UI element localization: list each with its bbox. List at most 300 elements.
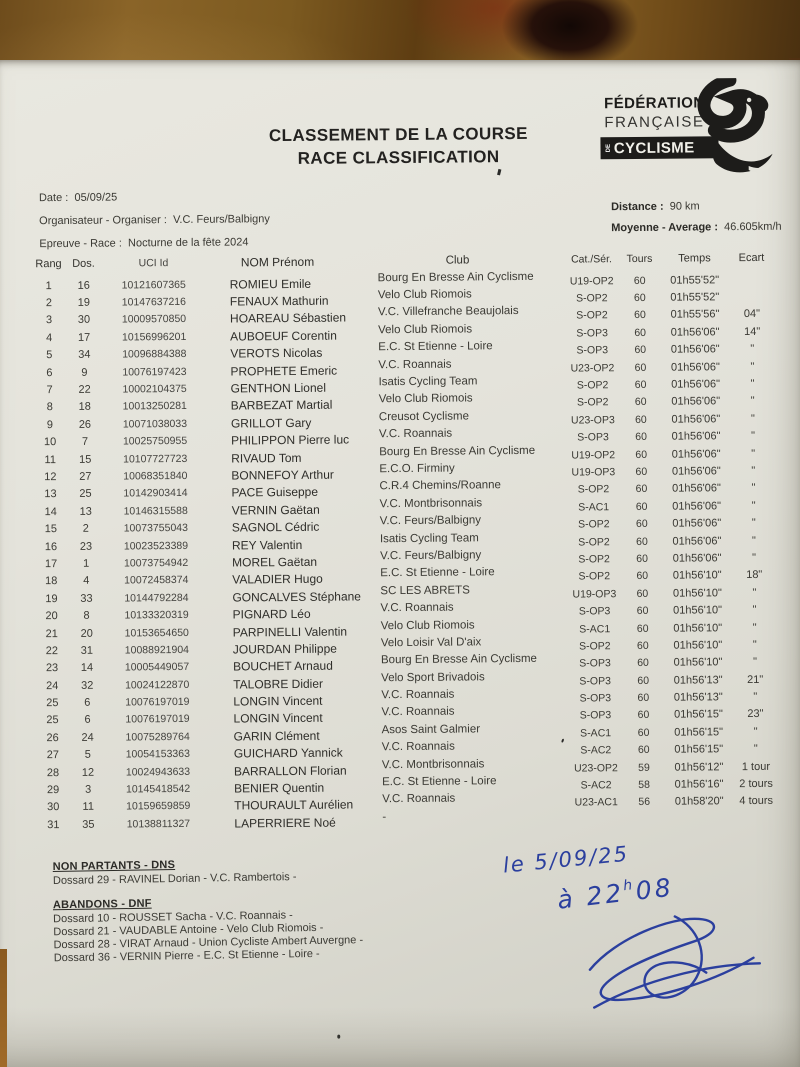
- date-value: 05/09/25: [74, 191, 118, 204]
- cell-rank: 30: [47, 801, 60, 814]
- cell-dossard: 23: [79, 540, 93, 553]
- cell-dossard: 25: [79, 488, 92, 501]
- header-ecart: Ecart: [738, 251, 765, 265]
- dns-entries: [53, 871, 297, 888]
- cell-cat: U19-OP2: [571, 448, 616, 462]
- cell-club: Velo Club Riomois: [378, 323, 473, 337]
- average-value: 46.605km/h: [724, 220, 782, 234]
- cell-tours: 60: [634, 344, 647, 357]
- cell-temps: 01h56'15": [673, 708, 723, 722]
- cell-name: TALOBRE Didier: [233, 676, 324, 692]
- cell-club: E.C. St Etienne - Loire: [381, 775, 497, 789]
- cell-temps: 01h56'16": [674, 778, 724, 791]
- cell-dossard: 24: [81, 731, 94, 744]
- cell-rank: 28: [46, 766, 60, 779]
- cell-uci: 10054153363: [125, 748, 190, 761]
- header-temps: Temps: [678, 252, 711, 265]
- cell-club: SC LES ABRETS: [380, 584, 470, 597]
- cell-name: PIGNARD Léo: [232, 606, 311, 622]
- cell-cat: U23-OP3: [570, 413, 615, 427]
- cell-temps: 01h56'06": [672, 482, 721, 496]
- cell-rank: 16: [44, 540, 58, 553]
- cell-club: V.C. Roannais: [380, 601, 454, 615]
- cell-rank: 7: [46, 384, 53, 397]
- cell-ecart: ": [751, 464, 756, 477]
- cell-dossard: 6: [84, 696, 91, 709]
- cell-temps: 01h56'15": [674, 743, 724, 756]
- cell-tours: 60: [634, 361, 647, 374]
- cell-cat: S-AC1: [580, 727, 612, 740]
- cell-rank: 25: [46, 697, 59, 710]
- cell-club: Isatis Cycling Team: [379, 531, 479, 545]
- cell-ecart: ": [750, 377, 755, 391]
- cell-ecart: ": [750, 360, 755, 373]
- cell-rank: 2: [45, 297, 52, 310]
- cell-cat: S-AC2: [580, 779, 612, 792]
- cell-temps: 01h56'06": [670, 343, 720, 356]
- cell-dossard: 8: [83, 609, 90, 622]
- cell-name: SAGNOL Cédric: [231, 519, 320, 535]
- cell-uci: 10107727723: [123, 452, 188, 466]
- cell-temps: 01h56'06": [671, 413, 721, 426]
- cell-ecart: ": [751, 447, 756, 460]
- cell-tours: 59: [638, 761, 650, 774]
- cell-rank: 10: [43, 436, 57, 449]
- header-uci: UCI Id: [138, 257, 169, 270]
- cell-name: GENTHON Lionel: [230, 380, 327, 396]
- cell-cat: S-OP3: [576, 344, 609, 357]
- wood-edge-bottom-left: [0, 949, 7, 1067]
- cell-name: HOAREAU Sébastien: [229, 310, 347, 326]
- signature-scrawl-icon: [575, 907, 771, 1018]
- cell-cat: U19-OP3: [572, 587, 617, 601]
- cell-cat: S-OP3: [576, 327, 608, 340]
- cell-tours: 60: [635, 500, 648, 513]
- cell-club: Bourg En Bresse Ain Cyclisme: [380, 653, 537, 667]
- cell-uci: 10076197019: [125, 713, 190, 726]
- cell-cat: S-AC1: [578, 500, 610, 514]
- cell-dossard: 20: [80, 627, 93, 640]
- cell-temps: 01h56'06": [672, 517, 722, 530]
- cell-temps: 01h56'10": [673, 604, 723, 617]
- cell-cat: S-OP3: [577, 431, 609, 444]
- cell-temps: 01h56'06": [671, 378, 721, 391]
- cell-rank: 9: [46, 418, 54, 431]
- handwritten-time-suffix: 08: [634, 872, 676, 906]
- cell-uci: 10138811327: [126, 817, 191, 831]
- cell-temps: 01h56'12": [674, 760, 724, 774]
- cell-tours: 60: [636, 622, 649, 635]
- cell-tours: 60: [637, 726, 650, 739]
- cell-temps: 01h56'10": [672, 569, 722, 582]
- cell-cat: S-OP2: [577, 518, 610, 531]
- cell-uci: 10096884388: [122, 348, 187, 361]
- rider-note-line: Dossard 10 - ROUSSET Sacha - V.C. Roannais -: [53, 909, 293, 926]
- cell-dossard: 14: [80, 662, 94, 675]
- cell-club: -: [382, 810, 387, 824]
- cell-rank: 19: [45, 592, 58, 605]
- cell-temps: 01h56'10": [672, 586, 722, 600]
- cell-cat: S-OP2: [576, 396, 609, 409]
- cell-uci: 10142903414: [123, 487, 188, 500]
- cell-dossard: 33: [80, 592, 93, 605]
- distance-value: 90 km: [669, 200, 700, 213]
- cell-ecart: 18": [746, 569, 763, 582]
- cell-uci: 10071038033: [122, 417, 188, 431]
- cell-tours: 60: [634, 396, 647, 409]
- cell-cat: S-OP2: [577, 483, 610, 496]
- cell-name: BOUCHET Arnaud: [232, 658, 333, 674]
- dnf-section: [53, 894, 364, 965]
- cell-uci: 10088921904: [124, 643, 190, 657]
- cell-club: Isatis Cycling Team: [378, 375, 478, 389]
- cell-name: BENIER Quentin: [234, 780, 325, 796]
- cell-club: E.C. St Etienne - Loire: [378, 340, 493, 354]
- cell-name: PROPHETE Emeric: [230, 363, 338, 379]
- cell-name: JOURDAN Philippe: [232, 641, 337, 657]
- cell-uci: 10073755043: [123, 522, 188, 535]
- cell-rank: 26: [46, 731, 59, 744]
- cell-tours: [624, 811, 664, 829]
- printed-content: [0, 54, 800, 1067]
- organizer-value: V.C. Feurs/Balbigny: [172, 213, 270, 227]
- cell-temps: 01h55'52": [670, 273, 720, 287]
- cell-cat: S-OP3: [579, 657, 611, 670]
- cell-dossard: 3: [84, 783, 92, 796]
- cell-temps: 01h56'06": [672, 552, 722, 565]
- cell-cat: S-OP2: [578, 553, 610, 566]
- cell-uci: 10068351840: [123, 469, 188, 483]
- cell-uci: 10147637216: [121, 295, 187, 309]
- logo-text-de: DE: [605, 144, 612, 153]
- dnf-title: ABANDONS - DNF: [52, 897, 152, 912]
- results-table-wrap: [33, 251, 778, 834]
- cell-ecart: 23": [747, 708, 764, 721]
- cell-dossard: 6: [84, 714, 91, 727]
- cell-name: LONGIN Vincent: [233, 711, 323, 726]
- results-body: [34, 271, 779, 834]
- swan-swoosh-icon: [686, 78, 775, 183]
- cell-cat: [568, 811, 624, 829]
- cell-uci: 10076197423: [122, 365, 187, 379]
- cell-temps: 01h55'52": [670, 291, 720, 304]
- race-value: Nocturne de la fête 2024: [127, 236, 249, 250]
- cell-rank: 18: [45, 575, 58, 588]
- cell-club: E.C. St Etienne - Loire: [380, 566, 495, 580]
- cell-rank: 3: [45, 314, 53, 327]
- cell-temps: 01h56'13": [673, 673, 723, 687]
- cell-club: Velo Club Riomois: [380, 618, 475, 632]
- cell-temps: 01h56'13": [673, 691, 723, 704]
- cell-rank: 23: [45, 662, 59, 675]
- rider-note-line: Dossard 29 - RAVINEL Dorian - V.C. Rambertois -: [52, 871, 297, 888]
- cell-temps: 01h56'06": [670, 326, 720, 339]
- cell-tours: 60: [635, 465, 648, 478]
- cell-uci: 10072458374: [124, 574, 189, 587]
- cell-uci: 10073754942: [123, 556, 189, 570]
- cell-uci: 10145418542: [125, 782, 191, 796]
- cell-rank: 8: [46, 401, 53, 414]
- cell-ecart: ": [753, 725, 758, 738]
- logo-text-federation: FÉDÉRATION: [604, 94, 705, 113]
- cell-dossard: 13: [79, 505, 92, 518]
- cell-ecart: [730, 271, 774, 289]
- dns-title: NON PARTANTS - DNS: [52, 859, 176, 874]
- cell-club: Creusot Cyclisme: [378, 410, 470, 424]
- cell-name: VEROTS Nicolas: [230, 345, 323, 361]
- title-line-en: RACE CLASSIFICATION: [297, 147, 500, 168]
- cell-uci: 10156996201: [121, 330, 187, 344]
- cell-rank: 11: [44, 453, 56, 466]
- cell-dossard: 26: [78, 418, 92, 431]
- cell-rank: 22: [45, 644, 59, 658]
- cell-rank: 29: [46, 784, 60, 797]
- distance-label: Distance :: [610, 200, 664, 214]
- cell-dossard: 1: [83, 557, 90, 570]
- cell-cat: U23-OP2: [570, 361, 615, 375]
- cell-dossard: 30: [77, 314, 91, 327]
- cell-ecart: 2 tours: [739, 777, 773, 791]
- cell-club: Velo Club Riomois: [377, 288, 472, 302]
- date-row: [39, 191, 117, 204]
- cell-name: BARBEZAT Martial: [230, 398, 333, 413]
- cell-uci: 10133320319: [124, 608, 189, 622]
- cell-temps: 01h58'20": [674, 795, 724, 809]
- cell-rank: 20: [45, 610, 58, 623]
- cell-tours: 60: [636, 552, 649, 565]
- paper-sheet: [0, 60, 800, 1067]
- cell-name: REY Valentin: [231, 537, 303, 553]
- cell-rank: 13: [44, 488, 57, 501]
- results-table: [33, 251, 778, 834]
- cell-name: PHILIPPON Pierre luc: [230, 432, 350, 448]
- cell-tours: 60: [636, 535, 648, 548]
- cell-dossard: 19: [77, 296, 91, 309]
- cell-ecart: ": [751, 499, 756, 512]
- cell-name: GARIN Clément: [233, 728, 320, 744]
- cell-club: E.C.O. Firminy: [379, 462, 455, 476]
- cell-uci: 10013250281: [122, 400, 187, 413]
- cell-cat: S-OP2: [579, 640, 611, 653]
- cell-name: PARPINELLI Valentin: [232, 624, 348, 640]
- cell-tours: 60: [633, 291, 646, 305]
- cell-name: BARRALLON Florian: [233, 763, 347, 779]
- cell-uci: 10002104375: [122, 382, 187, 396]
- cell-rank: 14: [44, 505, 57, 518]
- cell-ecart: ": [750, 395, 755, 408]
- cell-tours: 58: [638, 778, 650, 791]
- cell-tours: 60: [636, 587, 649, 600]
- cell-cat: S-OP3: [579, 692, 612, 705]
- cell-ecart: 14": [743, 325, 761, 338]
- cell-name: ROMIEU Emile: [229, 276, 312, 292]
- cell-name: GONCALVES Stéphane: [232, 589, 361, 605]
- cell-uci: 10144792284: [124, 591, 189, 605]
- date-label: Date :: [38, 191, 69, 205]
- cell-uci: 10024943633: [125, 765, 191, 779]
- cell-club: V.C. Roannais: [381, 688, 455, 702]
- header-dos: Dos.: [72, 257, 95, 270]
- cell-tours: 60: [633, 274, 646, 287]
- cell-dossard: 9: [81, 366, 88, 379]
- cell-club: V.C. Montbrisonnais: [379, 497, 483, 510]
- cell-temps: 01h56'15": [674, 726, 724, 739]
- cell-tours: 60: [636, 570, 649, 583]
- cell-uci: 10121607365: [121, 278, 186, 292]
- cell-name: BONNEFOY Arthur: [231, 467, 334, 483]
- cell-tours: 60: [637, 674, 650, 687]
- cell-club: V.C. Montbrisonnais: [381, 757, 485, 771]
- cell-ecart: ": [752, 604, 757, 617]
- cell-ecart: 04": [743, 308, 761, 321]
- header-club: Club: [445, 254, 470, 267]
- cell-dossard: 27: [79, 470, 92, 483]
- cell-cat: S-OP2: [578, 535, 610, 549]
- cell-name: GRILLOT Gary: [230, 415, 312, 431]
- distance-row: [611, 200, 700, 213]
- cell-rank: 12: [44, 471, 57, 484]
- cell-dossard: 34: [78, 348, 91, 362]
- cell-club: V.C. Roannais: [381, 706, 455, 719]
- handwritten-time-prefix: à 22: [555, 878, 626, 915]
- cell-club: Velo Loisir Val D'aix: [380, 636, 482, 650]
- cell-name: VALADIER Hugo: [232, 572, 323, 587]
- cell-ecart: ": [753, 743, 758, 756]
- cell-temps: 01h56'06": [671, 447, 721, 461]
- dnf-entries: [53, 908, 363, 965]
- federation-logo: [604, 92, 775, 185]
- cell-dossard: 17: [77, 331, 91, 344]
- cell-dossard: 35: [82, 818, 95, 831]
- cell-cat: S-AC1: [579, 622, 611, 635]
- cell-dossard: 11: [82, 801, 95, 814]
- cell-name: RIVAUD Tom: [231, 450, 302, 466]
- header-cat: Cat./Sér.: [571, 253, 612, 266]
- cell-ecart: ": [752, 551, 757, 564]
- cell-cat: U19-OP3: [571, 466, 616, 479]
- race-label: Epreuve - Race :: [39, 237, 122, 251]
- cell-ecart: [734, 810, 778, 828]
- cell-temps: 01h56'10": [673, 656, 723, 669]
- cell-temps: 01h56'10": [673, 639, 723, 652]
- cell-ecart: ": [750, 343, 755, 356]
- cell-name: MOREL Gaëtan: [232, 554, 318, 570]
- cell-tours: 60: [636, 639, 649, 652]
- cell-cat: S-OP2: [578, 570, 611, 583]
- cell-dossard: 22: [78, 383, 91, 396]
- handwritten-date: le 5/09/25: [501, 841, 630, 878]
- cell-tours: 60: [637, 657, 649, 670]
- cell-cat: S-OP3: [579, 709, 612, 722]
- cell-dossard: 12: [81, 766, 95, 779]
- cell-tours: 60: [637, 709, 650, 722]
- cell-cat: S-AC2: [580, 744, 612, 757]
- cell-ecart: ": [753, 656, 758, 669]
- cell-uci: 10024122870: [125, 678, 190, 692]
- header-tours: Tours: [626, 252, 653, 266]
- page-title: [178, 121, 618, 171]
- rider-note-line: Dossard 36 - VERNIN Pierre - E.C. St Etienne - Loire -: [53, 947, 320, 965]
- organizer-label: Organisateur - Organiser :: [39, 214, 167, 228]
- cell-club: V.C. Roannais: [381, 740, 455, 754]
- cell-uci: 10153654650: [124, 626, 189, 639]
- cell-dossard: 32: [81, 679, 94, 692]
- cell-club: Bourg En Bresse Ain Cyclisme: [379, 444, 536, 458]
- cell-cat: U23-OP2: [573, 761, 618, 775]
- dns-section: [53, 857, 297, 888]
- cell-name: THOURAULT Aurélien: [234, 797, 354, 813]
- cell-tours: 60: [634, 378, 647, 392]
- race-row: [39, 236, 248, 250]
- cell-temps: 01h56'06": [672, 534, 722, 548]
- cell-dossard: 15: [79, 453, 92, 466]
- cell-name: AUBOEUF Corentin: [230, 328, 337, 344]
- cell-rank: 27: [46, 749, 59, 762]
- cell-rank: 15: [44, 523, 58, 536]
- average-label: Moyenne - Average :: [611, 221, 719, 235]
- cell-rank: 21: [45, 627, 58, 640]
- cell-tours: 60: [635, 431, 647, 444]
- cell-club: V.C. Villefranche Beaujolais: [377, 305, 519, 319]
- cell-name: VERNIN Gaëtan: [231, 502, 320, 518]
- cell-uci: 10023523389: [123, 539, 189, 552]
- cell-dossard: 31: [80, 644, 94, 657]
- cell-cat: U23-AC1: [574, 796, 618, 809]
- cell-tours: 60: [637, 744, 650, 757]
- logo-text-francaise: FRANÇAISE: [604, 113, 705, 132]
- cell-name: LONGIN Vincent: [233, 693, 323, 709]
- cell-dossard: 7: [81, 435, 89, 449]
- cell-rank: 17: [44, 557, 58, 571]
- rider-note-line: Dossard 21 - VAUDABLE Antoine - Velo Club Riomois -: [53, 921, 324, 939]
- header-rang: Rang: [35, 257, 62, 271]
- cell-tours: 60: [636, 604, 649, 618]
- cell-tours: 60: [637, 691, 650, 705]
- cell-club: Velo Sport Brivadois: [381, 670, 485, 684]
- cell-ecart: ": [752, 621, 757, 634]
- cell-club: V.C. Roannais: [378, 358, 452, 371]
- cell-cat: S-OP3: [578, 605, 611, 618]
- cell-rank: 25: [46, 714, 59, 727]
- cell-ecart: ": [751, 517, 756, 530]
- cell-name: FENAUX Mathurin: [229, 293, 329, 309]
- cell-ecart: ": [751, 482, 756, 495]
- cell-uci: 10076197019: [125, 695, 190, 709]
- cell-tours: 60: [635, 483, 648, 496]
- cell-ecart: ": [750, 412, 755, 425]
- cell-club: Velo Club Riomois: [378, 392, 473, 406]
- handwritten-time-sup: h: [622, 876, 636, 894]
- cell-temps: 01h56'06": [670, 360, 720, 374]
- cell-rank: 4: [46, 331, 53, 344]
- average-row: [611, 221, 781, 234]
- cell-ecart: ": [751, 534, 756, 547]
- cell-club: Bourg En Bresse Ain Cyclisme: [377, 270, 534, 284]
- cell-tours: 60: [634, 326, 647, 339]
- cell-cat: U19-OP2: [569, 274, 614, 288]
- cell-club: V.C. Feurs/Balbigny: [379, 514, 482, 528]
- cell-uci: 10025750955: [122, 435, 188, 448]
- title-line-fr: CLASSEMENT DE LA COURSE: [268, 123, 528, 146]
- cell-ecart: 1 tour: [741, 760, 771, 773]
- cell-tours: 60: [635, 518, 648, 531]
- cell-tours: 56: [638, 796, 651, 809]
- cell-ecart: ": [752, 586, 757, 599]
- cell-ecart: ": [751, 430, 756, 443]
- cell-temps: 01h55'56": [670, 308, 720, 322]
- cell-dossard: 4: [83, 575, 90, 588]
- cell-dossard: 5: [84, 748, 91, 762]
